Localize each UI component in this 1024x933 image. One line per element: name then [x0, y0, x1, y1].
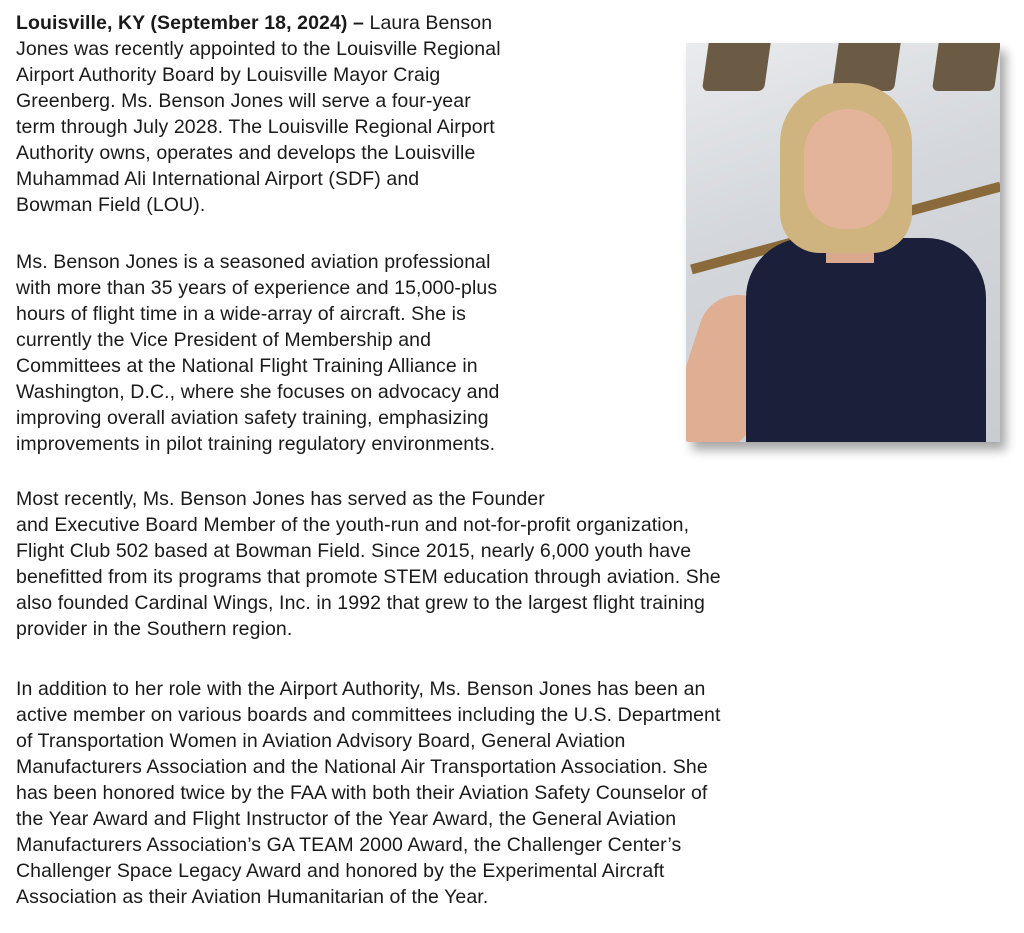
text-line: and Executive Board Member of the youth-run and not-for-profit organization,	[16, 514, 690, 536]
text-span: Laura Benson	[364, 12, 493, 34]
text-line: In addition to her role with the Airport Authority, Ms. Benson Jones has been an	[16, 678, 706, 700]
face	[804, 109, 892, 229]
text-line: Airport Authority Board by Louisville Mayor Craig	[16, 64, 441, 86]
text-line: Manufacturers Association and the National Air Transportation Association. She	[16, 756, 708, 778]
dateline: Louisville, KY (September 18, 2024) –	[16, 12, 364, 34]
text-line: Manufacturers Association’s GA TEAM 2000 Award, the Challenger Center’s	[16, 834, 682, 856]
text-line	[16, 10, 501, 36]
text-line: improvements in pilot training regulatory environments.	[16, 433, 496, 455]
text-line: Washington, D.C., where she focuses on advocacy and	[16, 381, 500, 403]
text-line: also founded Cardinal Wings, Inc. in 1992 that grew to the largest flight training	[16, 592, 705, 614]
text-line: Jones was recently appointed to the Louisville Regional	[16, 38, 501, 60]
text-line: benefitted from its programs that promote STEM education through aviation. She	[16, 566, 721, 588]
text-line: Flight Club 502 based at Bowman Field. Since 2015, nearly 6,000 youth have	[16, 540, 692, 562]
text-line: Ms. Benson Jones is a seasoned aviation professional	[16, 251, 491, 273]
text-line: hours of flight time in a wide-array of aircraft. She is	[16, 303, 466, 325]
portrait-photo	[686, 43, 1000, 442]
text-line: of Transportation Women in Aviation Advisory Board, General Aviation	[16, 730, 626, 752]
text-line: Authority owns, operates and develops the Louisville	[16, 142, 476, 164]
text-line: active member on various boards and committees including the U.S. Department	[16, 704, 721, 726]
text-line: provider in the Southern region.	[16, 618, 293, 640]
text-line: Greenberg. Ms. Benson Jones will serve a four-year	[16, 90, 471, 112]
text-line: Challenger Space Legacy Award and honored by the Experimental Aircraft	[16, 860, 665, 882]
paragraph-2	[16, 249, 499, 457]
paragraph-3	[16, 486, 721, 642]
paragraph-4	[16, 676, 721, 910]
text-line: Muhammad Ali International Airport (SDF) and	[16, 168, 420, 190]
text-line: Bowman Field (LOU).	[16, 194, 206, 216]
text-line: Committees at the National Flight Training Alliance in	[16, 355, 478, 377]
text-line: improving overall aviation safety training, emphasizing	[16, 407, 489, 429]
text-line: Association as their Aviation Humanitarian of the Year.	[16, 886, 489, 908]
aircraft-window	[702, 43, 772, 91]
dress	[746, 238, 986, 442]
text-line: with more than 35 years of experience and 15,000-plus	[16, 277, 498, 299]
text-line: Most recently, Ms. Benson Jones has served as the Founder	[16, 488, 545, 510]
text-line: currently the Vice President of Membership and	[16, 329, 432, 351]
text-line: has been honored twice by the FAA with both their Aviation Safety Counselor of	[16, 782, 708, 804]
text-line: the Year Award and Flight Instructor of the Year Award, the General Aviation	[16, 808, 677, 830]
paragraph-1	[16, 10, 501, 218]
text-line: term through July 2028. The Louisville Regional Airport	[16, 116, 495, 138]
aircraft-window	[932, 43, 1000, 91]
